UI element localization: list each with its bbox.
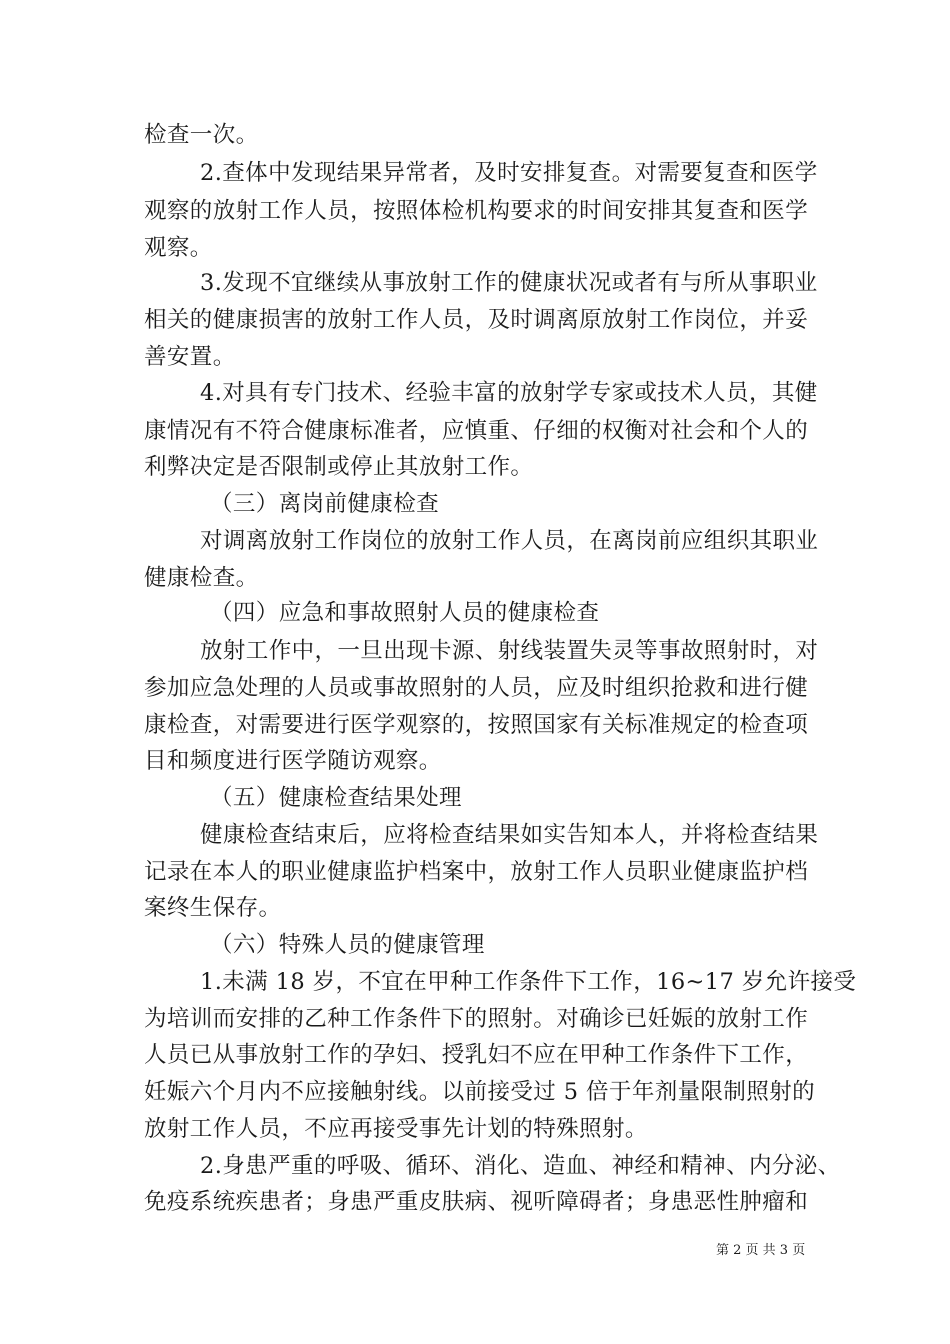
body-text-line: 2.身患严重的呼吸、循环、消化、造血、神经和精神、内分泌、 [200,1153,841,1179]
body-text-line: 观察的放射工作人员，按照体检机构要求的时间安排其复查和医学 [144,198,809,224]
body-text-line: 利弊决定是否限制或停止其放射工作。 [144,454,534,480]
body-text-line: 对调离放射工作岗位的放射工作人员，在离岗前应组织其职业 [200,528,819,554]
body-text-line: 观察。 [144,235,213,261]
section-heading: （六）特殊人员的健康管理 [210,932,485,958]
body-text-line: 放射工作中，一旦出现卡源、射线装置失灵等事故照射时，对 [200,638,819,664]
body-text-line: 人员已从事放射工作的孕妇、授乳妇不应在甲种工作条件下工作， [144,1042,809,1068]
body-text-line: 4.对具有专门技术、经验丰富的放射学专家或技术人员，其健 [200,380,818,406]
body-text-line: 3.发现不宜继续从事放射工作的健康状况或者有与所从事职业 [200,270,818,296]
body-text-line: 案终生保存。 [144,895,282,921]
body-text-line: 健康检查结束后，应将检查结果如实告知本人，并将检查结果 [200,822,819,848]
body-text-line: 相关的健康损害的放射工作人员，及时调离原放射工作岗位，并妥 [144,307,809,333]
body-text-line: 健康检查。 [144,565,259,591]
body-text-line: 免疫系统疾患者；身患严重皮肤病、视听障碍者；身患恶性肿瘤和 [144,1189,809,1215]
body-text-line: 放射工作人员，不应再接受事先计划的特殊照射。 [144,1116,648,1142]
body-text-line: 为培训而安排的乙种工作条件下的照射。对确诊已妊娠的放射工作 [144,1006,809,1032]
body-text-line: 参加应急处理的人员或事故照射的人员，应及时组织抢救和进行健 [144,675,809,701]
body-text-line: 2.查体中发现结果异常者，及时安排复查。对需要复查和医学 [200,160,818,186]
body-text-line: 记录在本人的职业健康监护档案中，放射工作人员职业健康监护档 [144,859,809,885]
body-text-line: 目和频度进行医学随访观察。 [144,748,442,774]
body-text-line: 1.未满 18 岁，不宜在甲种工作条件下工作，16~17 岁允许接受 [200,969,857,995]
section-heading: （三）离岗前健康检查 [210,491,440,517]
page-number-footer: 第 2 页 共 3 页 [716,1243,806,1258]
section-heading: （五）健康检查结果处理 [210,785,462,811]
section-heading: （四）应急和事故照射人员的健康检查 [210,600,600,626]
body-text-line: 康情况有不符合健康标准者，应慎重、仔细的权衡对社会和个人的 [144,418,809,444]
body-text-line: 康检查，对需要进行医学观察的，按照国家有关标准规定的检查项 [144,712,809,738]
body-text-line: 检查一次。 [144,122,259,148]
body-text-line: 善安置。 [144,344,236,370]
body-text-line: 妊娠六个月内不应接触射线。以前接受过 5 倍于年剂量限制照射的 [144,1079,816,1105]
